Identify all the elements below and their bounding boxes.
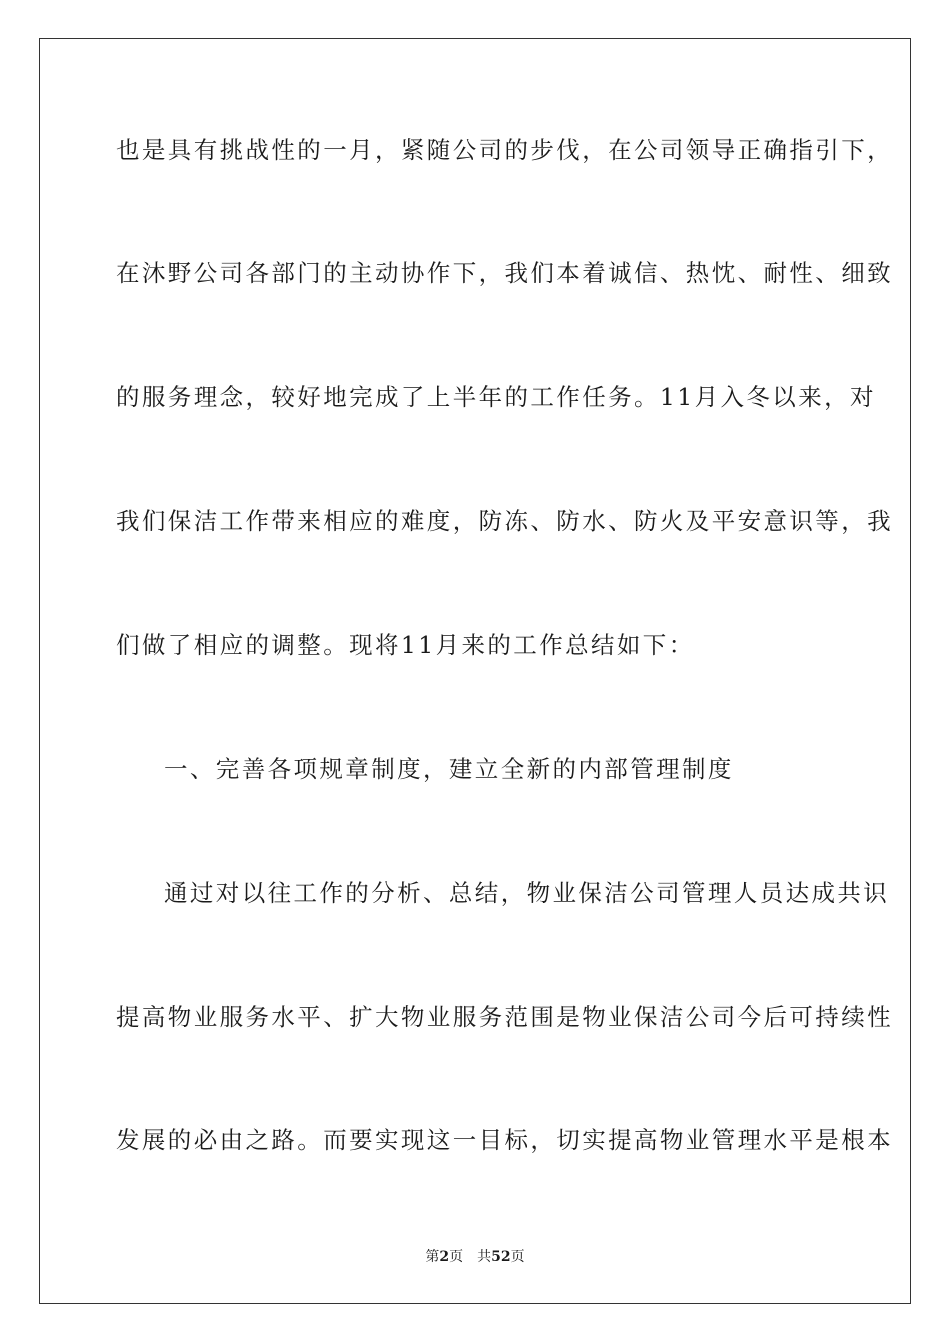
- body-text-line: 的服务理念，较好地完成了上半年的工作任务。11月入冬以来，对: [116, 383, 876, 411]
- body-text-line: 提高物业服务水平、扩大物业服务范围是物业保洁公司今后可持续性: [116, 1003, 893, 1031]
- body-text-line: 在沐野公司各部门的主动协作下，我们本着诚信、热忱、耐性、细致: [116, 259, 893, 287]
- body-text-line: 也是具有挑战性的一月，紧随公司的步伐，在公司领导正确指引下，: [116, 136, 893, 164]
- page-suffix: 页: [449, 1249, 464, 1265]
- page-border: [39, 38, 911, 1304]
- total-prefix: 共: [477, 1249, 492, 1265]
- total-pages: 52: [491, 1249, 511, 1265]
- page-footer: [0, 1248, 950, 1266]
- page-number: 2: [439, 1249, 450, 1265]
- body-text-line: 们做了相应的调整。现将11月来的工作总结如下：: [116, 631, 695, 659]
- body-text-line: 发展的必由之路。而要实现这一目标，切实提高物业管理水平是根本: [116, 1126, 893, 1154]
- section-heading: 一、完善各项规章制度，建立全新的内部管理制度: [164, 755, 734, 783]
- body-text-line: 我们保洁工作带来相应的难度，防冻、防水、防火及平安意识等，我: [116, 507, 893, 535]
- page-prefix: 第: [425, 1249, 440, 1265]
- total-suffix: 页: [510, 1249, 525, 1265]
- paragraph-first-line: 通过对以往工作的分析、总结，物业保洁公司管理人员达成共识: [164, 879, 890, 907]
